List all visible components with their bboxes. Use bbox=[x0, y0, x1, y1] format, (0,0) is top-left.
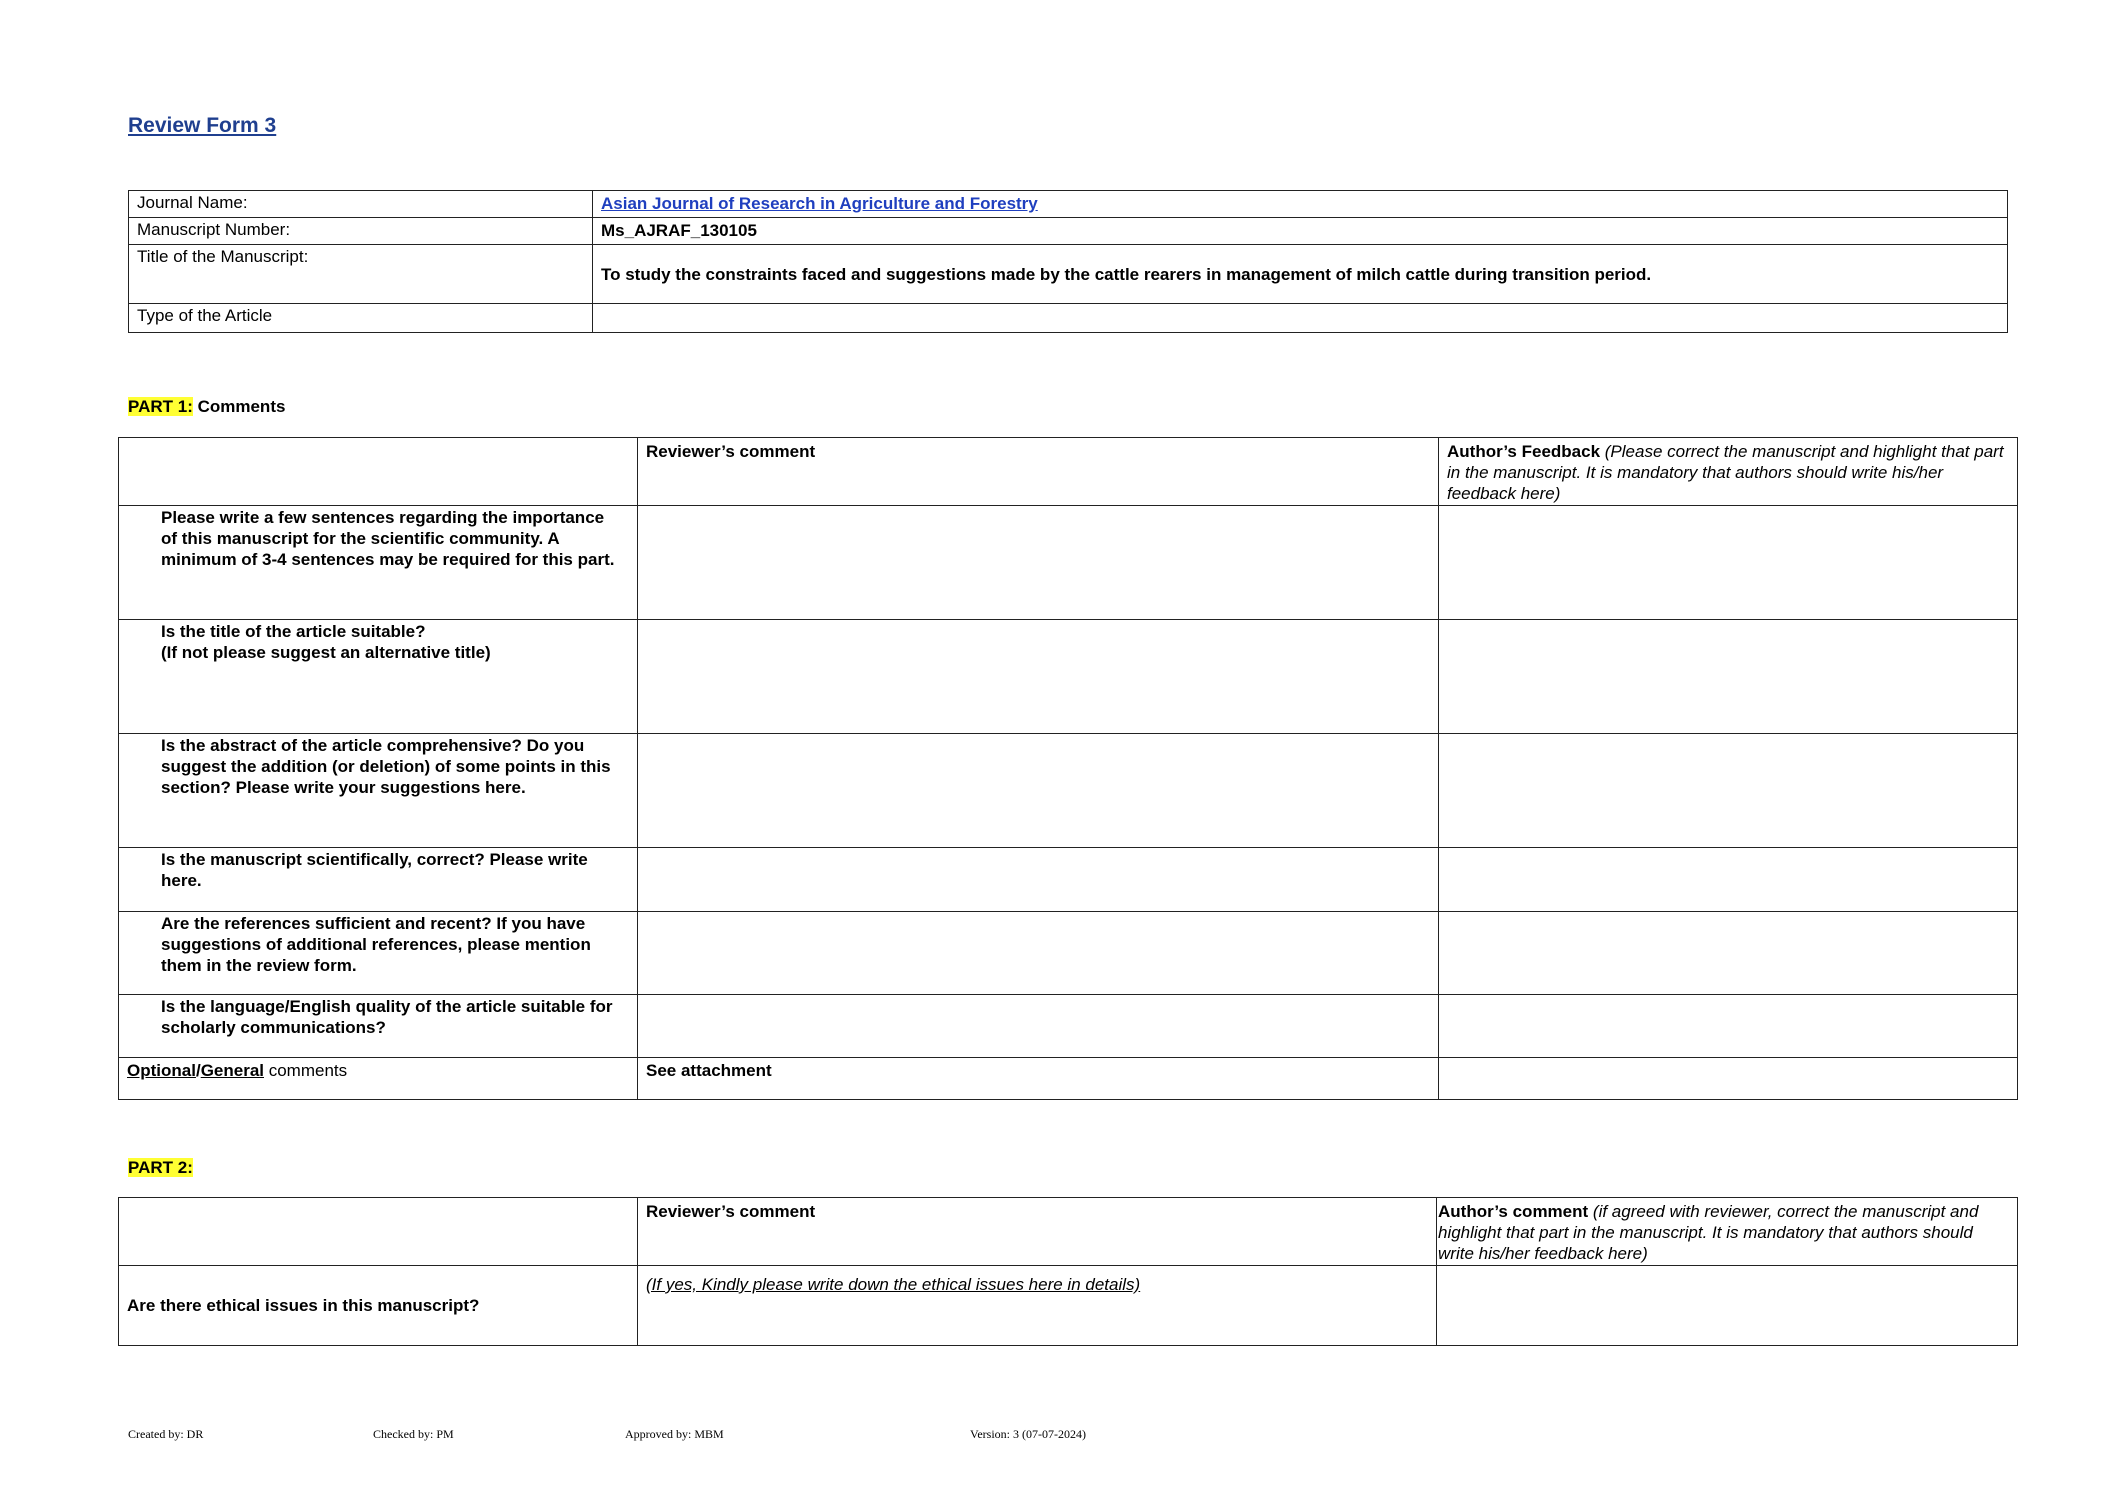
part1-reviewer-header: Reviewer’s comment bbox=[638, 438, 1439, 506]
part1-header-empty bbox=[119, 438, 638, 506]
part2-header-empty bbox=[119, 1198, 638, 1266]
question-row bbox=[119, 995, 2018, 1058]
journal-name-link[interactable]: Asian Journal of Research in Agriculture and Forestry bbox=[601, 194, 1038, 213]
part2-reviewer-header: Reviewer’s comment bbox=[638, 1198, 1437, 1266]
question-importance: Please write a few sentences regarding the importance of this manuscript for the scientific community. A minimum of 3-4 sentences may be required for this part. bbox=[119, 506, 638, 620]
optional-reviewer-comment[interactable]: See attachment bbox=[638, 1058, 1439, 1100]
ethical-issues-reviewer-cell[interactable] bbox=[638, 1266, 1437, 1346]
question-references: Are the references sufficient and recent? If you have suggestions of additional references, please mention them in the review form. bbox=[119, 912, 638, 995]
reviewer-comment-cell[interactable] bbox=[638, 506, 1439, 620]
question-row bbox=[119, 734, 2018, 848]
manuscript-number-value: Ms_AJRAF_130105 bbox=[593, 218, 2008, 245]
footer-checked: Checked by: PM bbox=[373, 1427, 454, 1441]
manuscript-title-row bbox=[129, 245, 2008, 304]
question-title-line2: (If not please suggest an alternative title) bbox=[161, 643, 491, 662]
footer-version: Version: 3 (07-07-2024) bbox=[970, 1427, 1086, 1441]
question-language: Is the language/English quality of the article suitable for scholarly communications? bbox=[119, 995, 638, 1058]
part1-author-header-note: (Please correct the manuscript and highlight that part in the manuscript. It is mandatory that authors should write his/her feedback here) bbox=[1447, 442, 2004, 503]
journal-name-row bbox=[129, 191, 2008, 218]
ethical-issues-question: Are there ethical issues in this manuscript? bbox=[119, 1266, 638, 1346]
author-feedback-cell[interactable] bbox=[1439, 506, 2018, 620]
optional-label-b: General bbox=[200, 1061, 264, 1080]
optional-comments-row bbox=[119, 1058, 2018, 1100]
manuscript-title-label: Title of the Manuscript: bbox=[129, 245, 593, 304]
question-row bbox=[119, 848, 2018, 912]
question-title bbox=[119, 620, 638, 734]
part1-header-row bbox=[119, 438, 2018, 506]
author-feedback-cell[interactable] bbox=[1439, 848, 2018, 912]
question-abstract: Is the abstract of the article comprehensive? Do you suggest the addition (or deletion) of some points in this section? Please write your suggestions here. bbox=[119, 734, 638, 848]
ethical-issues-row bbox=[119, 1266, 2018, 1346]
part1-heading bbox=[128, 397, 285, 417]
manuscript-title-value: To study the constraints faced and suggestions made by the cattle rearers in management of milch cattle during transition period. bbox=[593, 245, 2008, 304]
form-title: Review Form 3 bbox=[128, 114, 277, 137]
manuscript-number-label: Manuscript Number: bbox=[129, 218, 593, 245]
part1-heading-text: Comments bbox=[192, 397, 286, 416]
part1-author-header-bold: Author’s Feedback bbox=[1447, 442, 1601, 461]
optional-label-a: Optional bbox=[127, 1061, 196, 1080]
part2-ethics-table bbox=[118, 1197, 2018, 1346]
footer-approved: Approved by: MBM bbox=[625, 1427, 724, 1441]
part2-author-header bbox=[1437, 1198, 2018, 1266]
ethical-issues-author-cell[interactable] bbox=[1437, 1266, 2018, 1346]
part2-header-row bbox=[119, 1198, 2018, 1266]
author-feedback-cell[interactable] bbox=[1439, 995, 2018, 1058]
part2-author-header-bold: Author’s comment bbox=[1438, 1202, 1589, 1221]
author-feedback-cell[interactable] bbox=[1439, 734, 2018, 848]
part2-heading-label: PART 2: bbox=[128, 1158, 193, 1177]
manuscript-number-row bbox=[129, 218, 2008, 245]
journal-name-cell bbox=[593, 191, 2008, 218]
article-type-row bbox=[129, 304, 2008, 333]
article-type-label: Type of the Article bbox=[129, 304, 593, 333]
reviewer-comment-cell[interactable] bbox=[638, 912, 1439, 995]
optional-author-feedback[interactable] bbox=[1439, 1058, 2018, 1100]
article-type-value[interactable] bbox=[593, 304, 2008, 333]
ethical-issues-hint: (If yes, Kindly please write down the ethical issues here in details) bbox=[646, 1275, 1141, 1294]
manuscript-info-table bbox=[128, 190, 2008, 333]
author-feedback-cell[interactable] bbox=[1439, 620, 2018, 734]
optional-label-rest: comments bbox=[264, 1061, 348, 1080]
reviewer-comment-cell[interactable] bbox=[638, 848, 1439, 912]
part2-heading bbox=[128, 1158, 193, 1178]
reviewer-comment-cell[interactable] bbox=[638, 734, 1439, 848]
question-row bbox=[119, 912, 2018, 995]
reviewer-comment-cell[interactable] bbox=[638, 620, 1439, 734]
part2-author-header-note: (if agreed with reviewer, correct the manuscript and highlight that part in the manuscript. It is mandatory that authors should write his/her feedback here) bbox=[1438, 1202, 1979, 1263]
reviewer-comment-cell[interactable] bbox=[638, 995, 1439, 1058]
part1-comments-table bbox=[118, 437, 2018, 1100]
question-title-line1: Is the title of the article suitable? bbox=[161, 622, 426, 641]
question-scientific: Is the manuscript scientifically, correct? Please write here. bbox=[119, 848, 638, 912]
question-row bbox=[119, 620, 2018, 734]
question-row bbox=[119, 506, 2018, 620]
part1-heading-label: PART 1: bbox=[128, 397, 193, 416]
optional-comments-label bbox=[119, 1058, 638, 1100]
optional-label-sep: / bbox=[195, 1061, 201, 1080]
author-feedback-cell[interactable] bbox=[1439, 912, 2018, 995]
footer-created: Created by: DR bbox=[128, 1427, 204, 1441]
journal-name-label: Journal Name: bbox=[129, 191, 593, 218]
part1-author-header bbox=[1439, 438, 2018, 506]
